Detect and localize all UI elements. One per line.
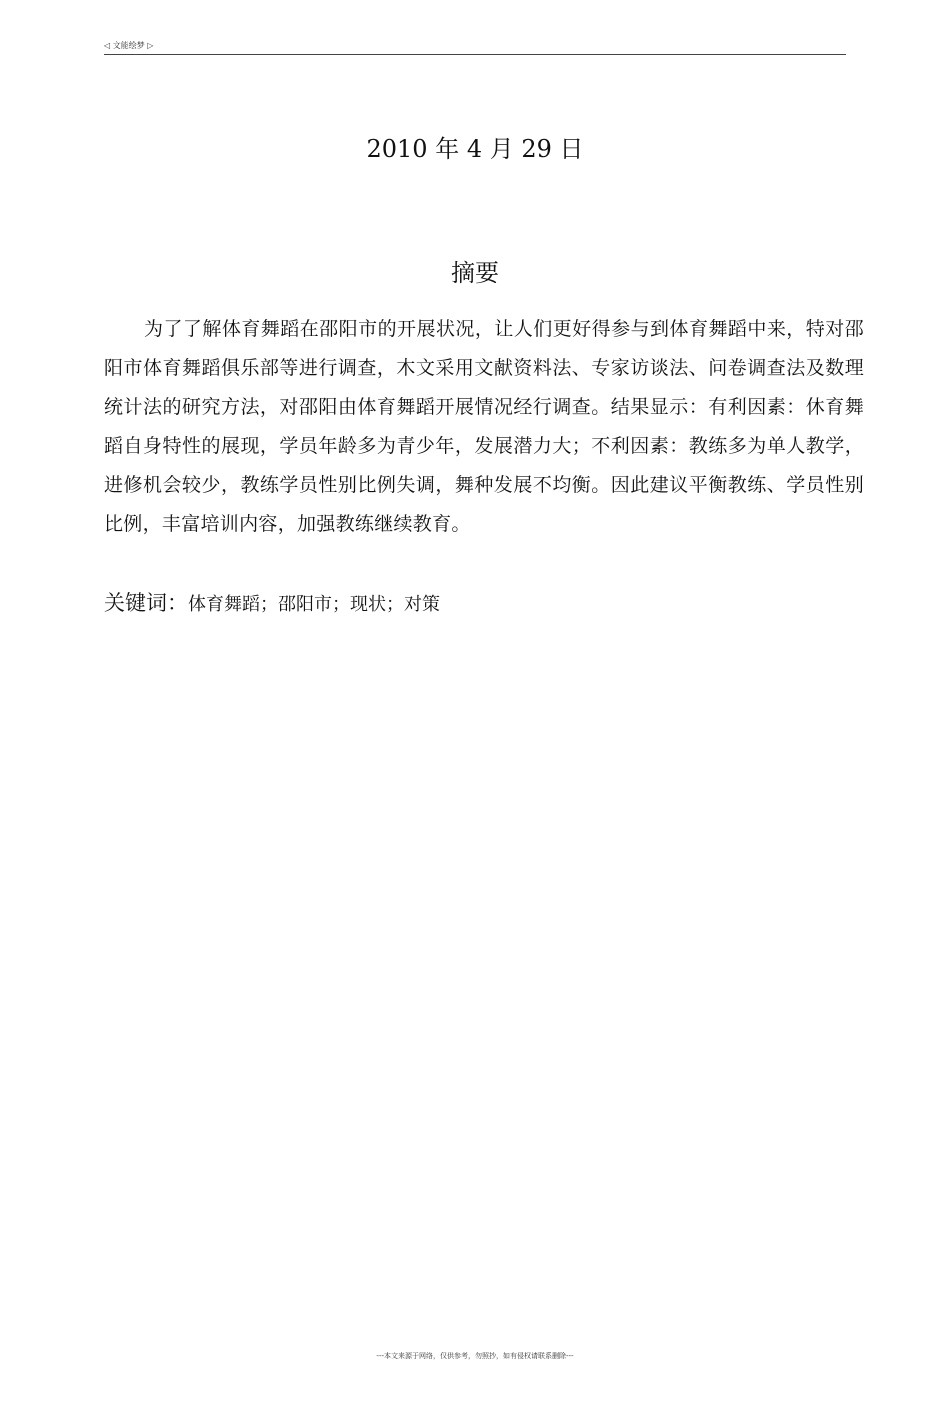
keywords-line [104,586,864,622]
header-text: ◁ 文能绘梦 ▷ [104,41,154,50]
keywords-label: 关键词： [104,591,188,615]
abstract-title: 摘要 [451,259,499,287]
document-date: 2010 年 4 月 29 日 [366,135,584,163]
page-header [104,40,846,55]
abstract-body: 为了了解体育舞蹈在邵阳市的开展状况，让人们更好得参与到体育舞蹈中来，特对邵阳市体育舞蹈俱乐部等进行调查，木文采用文献资料法、专家访谈法、问卷调查法及数理统计法的研究方法，对邵阳由体育舞蹈开展情况经行调查。结果显示：有利因素：休育舞蹈自身特性的展现，学员年龄多为青少年，发展潜力大；不利因素：教练多为单人教学，进修机会较少，教练学员性别比例失调，舞种发展不均衡。因此建议平衡教练、学员性别比例，丰富培训内容，加强教练继续教育。 [104,318,864,535]
page-footer: ---本文来源于网络，仅供参考，勿照抄，如有侵权请联系删除--- [376,1352,574,1360]
keywords-value: 体育舞蹈；邵阳市；现状；对策 [188,594,440,615]
